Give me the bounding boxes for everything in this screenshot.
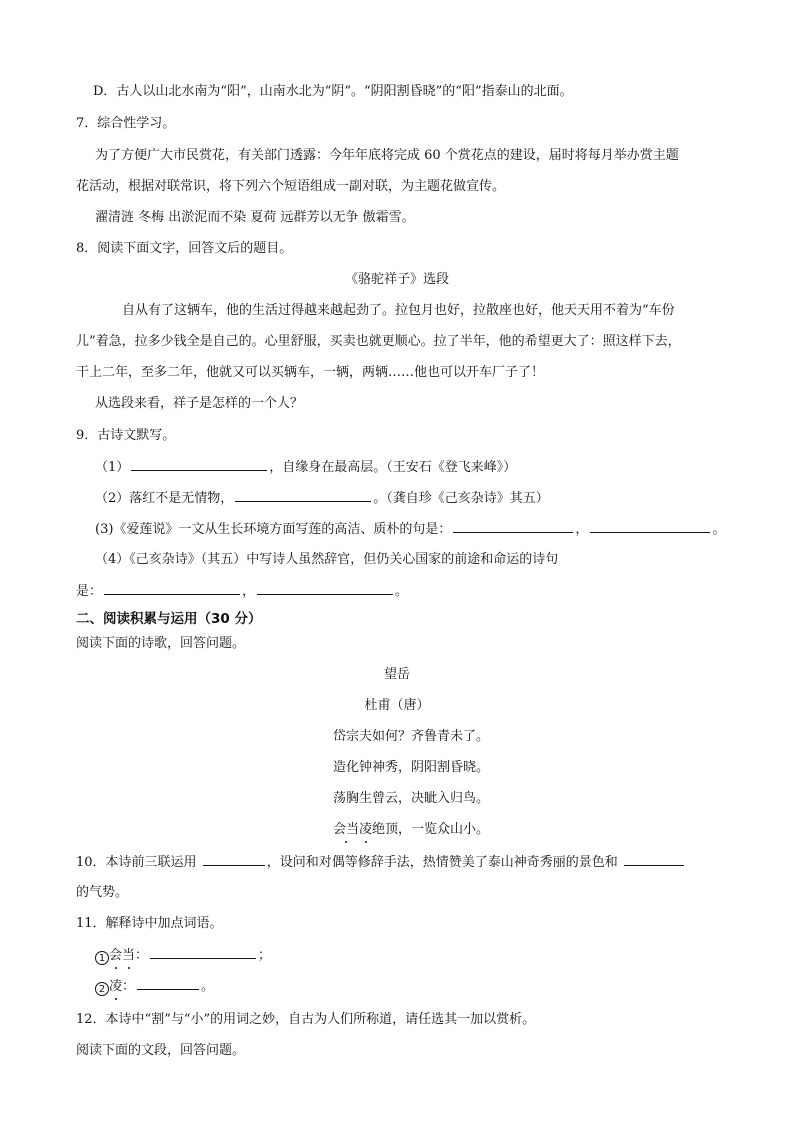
q11-item1 bbox=[95, 946, 271, 965]
q11-item1-number: 1 bbox=[95, 951, 109, 965]
q11-item2 bbox=[95, 977, 214, 996]
q11-item2-word: 凌 bbox=[109, 979, 123, 994]
q7-paragraph-line1: 为了方便广大市民赏花，有关部门透露：今年年底将完成 60 个赏花点的建设，届时将每月举办赏主题 bbox=[95, 148, 679, 163]
q11-title: 11．解释诗中加点词语。 bbox=[76, 916, 223, 931]
q10-blank2[interactable] bbox=[624, 853, 684, 866]
q9-item1 bbox=[95, 458, 516, 477]
q7-paragraph-line2: 花活动，根据对联常识，将下列六个短语组成一副对联，为主题花做宣传。 bbox=[76, 179, 506, 194]
q9-item4-blank1[interactable] bbox=[104, 582, 240, 595]
poem-line4-dotted-huidang: 会当 bbox=[333, 822, 360, 837]
poem-line1: 岱宗夫如何？齐鲁青未了。 bbox=[333, 729, 490, 744]
q8-passage-line3: 干上二年，至多二年，他就又可以买辆车，一辆，两辆……他也可以开车厂子了！ bbox=[76, 365, 545, 380]
poem-line2: 造化钟神秀，阴阳割昏晓。 bbox=[333, 760, 490, 775]
q9-item4-suffix: 。 bbox=[395, 584, 409, 599]
q9-item3-blank2[interactable] bbox=[590, 520, 710, 533]
q7-phrases: 濯清涟 冬梅 出淤泥而不染 夏荷 远群芳以无争 傲霜雪。 bbox=[95, 210, 415, 225]
q9-item1-suffix: ，自缘身在最高层。（王安石《登飞来峰》） bbox=[269, 460, 517, 475]
poem-line4-dotted-ling: 凌 bbox=[359, 822, 373, 837]
q9-item4-mid: ， bbox=[242, 584, 256, 599]
poem-line4 bbox=[333, 821, 489, 839]
q8-passage-title: 《骆驼祥子》选段 bbox=[344, 272, 449, 287]
q10-prefix: 10．本诗前三联运用 bbox=[76, 855, 201, 870]
q9-title: 9．古诗文默写。 bbox=[76, 428, 176, 443]
section2-heading: 二、阅读积累与运用（30 分） bbox=[76, 611, 262, 627]
q9-item2-suffix: 。（龚自珍《己亥杂诗》其五） bbox=[373, 491, 549, 506]
q9-item2 bbox=[95, 489, 549, 508]
q9-item4-line2 bbox=[76, 582, 408, 601]
q10-line2: 的气势。 bbox=[76, 885, 129, 900]
section2-intro: 阅读下面的诗歌，回答问题。 bbox=[76, 636, 246, 651]
q6-option-d: D．古人以山北水南为“阳”，山南水北为“阴”。“阴阳割昏晓”的“阳”指泰山的北面。 bbox=[93, 84, 573, 99]
q11-item1-end: ； bbox=[258, 948, 272, 963]
reading-intro: 阅读下面的文段，回答问题。 bbox=[76, 1043, 246, 1058]
q7-title: 7．综合性学习。 bbox=[76, 116, 176, 131]
q12: 12．本诗中“割”与“小”的用词之妙，自古为人们所称道，请任选其一加以赏析。 bbox=[76, 1012, 536, 1027]
q9-item4-line1: （4）《己亥杂诗》（其五）中写诗人虽然辞官，但仍关心国家的前途和命运的诗句 bbox=[95, 552, 559, 567]
q8-passage-line1: 自从有了这辆车，他的生活过得越来越起劲了。拉包月也好，拉散座也好，他天天用不着为“车份 bbox=[122, 303, 675, 318]
q8-title: 8．阅读下面文字，回答文后的题目。 bbox=[76, 241, 293, 256]
q11-item1-colon: ： bbox=[135, 948, 149, 963]
q9-item1-prefix: （1） bbox=[95, 460, 130, 475]
poem-title: 望岳 bbox=[383, 667, 410, 682]
q10-line1 bbox=[76, 853, 686, 872]
poem-line3: 荡胸生曾云，决眦入归鸟。 bbox=[333, 791, 490, 806]
q9-item3-blank1[interactable] bbox=[453, 520, 573, 533]
q11-item2-number: 2 bbox=[95, 982, 109, 996]
q11-item2-end: 。 bbox=[201, 979, 215, 994]
q11-item1-blank[interactable] bbox=[150, 946, 256, 959]
poem-author: 杜甫（唐） bbox=[364, 698, 430, 713]
q9-item4-prefix: 是： bbox=[76, 584, 103, 599]
q10-blank1[interactable] bbox=[203, 853, 265, 866]
q9-item4-blank2[interactable] bbox=[257, 582, 393, 595]
q9-item1-blank[interactable] bbox=[131, 458, 267, 471]
q9-item2-blank[interactable] bbox=[235, 489, 371, 502]
q11-item2-blank[interactable] bbox=[137, 977, 199, 990]
q10-mid: ，设问和对偶等修辞手法，热情赞美了泰山神奇秀丽的景色和 bbox=[266, 855, 622, 870]
q11-item2-colon: ： bbox=[122, 979, 136, 994]
poem-line4-rest: 绝顶，一览众山小。 bbox=[372, 822, 490, 837]
q9-item3-suffix: 。 bbox=[712, 522, 726, 537]
q9-item3-mid: ， bbox=[575, 522, 589, 537]
q11-item1-word-a: 会 bbox=[109, 948, 123, 963]
q11-item1-word-b: 当 bbox=[122, 948, 136, 963]
q9-item3-prefix: (3)《爱莲说》一文从生长环境方面写莲的高洁、质朴的句是： bbox=[95, 522, 452, 537]
q8-question: 从选段来看，祥子是怎样的一个人？ bbox=[95, 396, 304, 411]
q9-item2-prefix: （2）落红不是无情物， bbox=[95, 491, 234, 506]
q8-passage-line2: 儿”着急，拉多少钱全是自己的。心里舒服，买卖也就更顺心。拉了半年，他的希望更大了：照这样下去， bbox=[76, 334, 681, 349]
q9-item3 bbox=[95, 520, 725, 539]
